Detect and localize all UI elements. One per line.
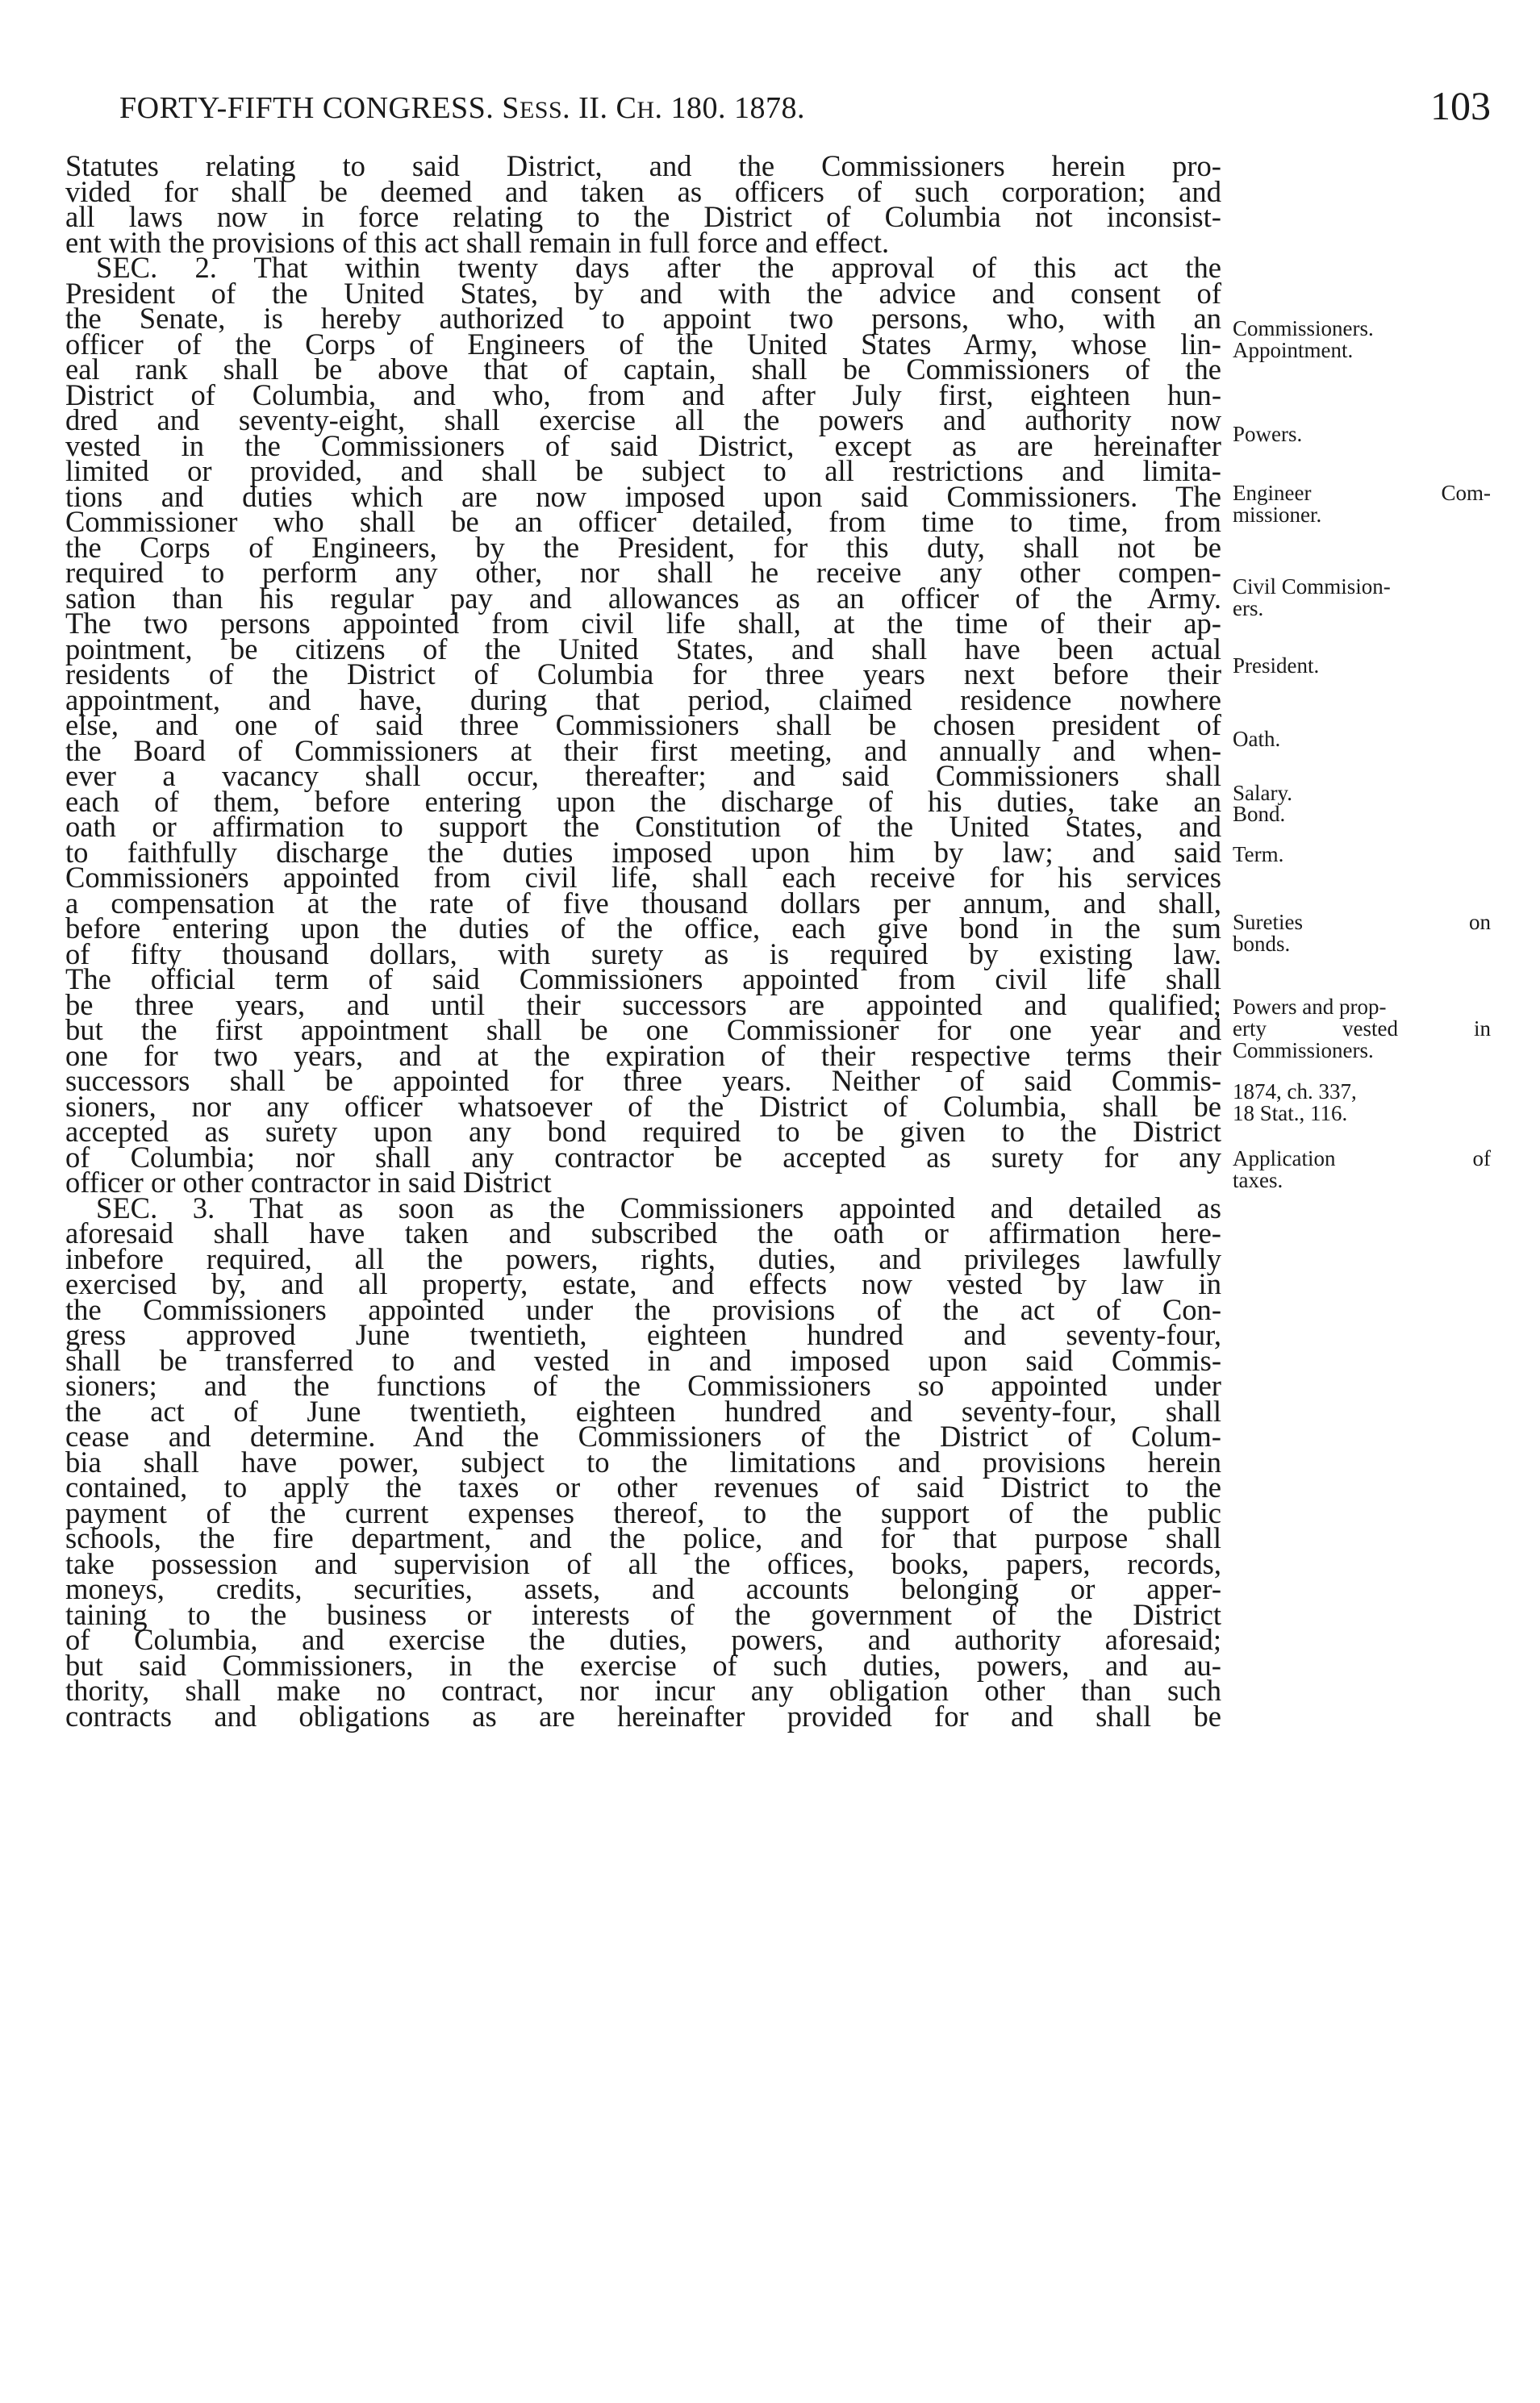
- margin-note: [1233, 728, 1491, 750]
- margin-note-line: Powers.: [1233, 422, 1303, 446]
- body-line: payment of the current expenses thereof, to the support of the public: [65, 1496, 1221, 1529]
- body-line: to faithfully discharge the duties imposed upon him by law; and said: [65, 835, 1221, 869]
- body-line: tions and duties which are now imposed upon said Commissioners. The: [65, 479, 1221, 513]
- body-line: schools, the fire department, and the police, and for that purpose shall: [65, 1521, 1221, 1554]
- margin-note-line: Commissioners.: [1233, 316, 1374, 340]
- body-line: of Columbia, and exercise the duties, powers, and authority aforesaid;: [65, 1623, 1221, 1656]
- body-line: the Commissioners appointed under the provisions of the act of Con-: [65, 1292, 1221, 1326]
- margin-note-line: Engineer Com-: [1233, 481, 1491, 505]
- body-line: vested in the Commissioners of said District, except as are hereinafter: [65, 428, 1221, 462]
- margin-note: [1233, 318, 1491, 361]
- margin-note-line: Salary.: [1233, 781, 1292, 805]
- margin-note: [1233, 844, 1491, 866]
- body-line: the Corps of Engineers, by the President, for this duty, shall not be: [65, 530, 1221, 564]
- body-line: but the first appointment shall be one Commissioner for one year and: [65, 1013, 1221, 1046]
- body-line: before entering upon the duties of the office, each give bond in the sum: [65, 912, 1221, 945]
- body-line: appointment, and have, during that period, claimed residence nowhere: [65, 682, 1221, 716]
- body-line: the Senate, is hereby authorized to appoint two persons, who, with an: [65, 302, 1221, 335]
- body-line: officer or other contractor in said District: [65, 1166, 552, 1199]
- margin-note-line: ers.: [1233, 596, 1264, 620]
- margin-note-line: erty vested in: [1233, 1016, 1491, 1041]
- margin-note-line: bonds.: [1233, 932, 1291, 956]
- margin-note-line: 18 Stat., 116.: [1233, 1101, 1348, 1125]
- body-line: all laws now in force relating to the District of Columbia not inconsist-: [65, 200, 1221, 233]
- body-line: each of them, before entering upon the discharge of his duties, take an: [65, 784, 1221, 818]
- body-line: dred and seventy-eight, shall exercise all the powers and authority now: [65, 403, 1221, 436]
- body-line: moneys, credits, securities, assets, and accounts belonging or apper-: [65, 1572, 1221, 1605]
- body-line: Commissioner who shall be an officer detailed, from time to time, from: [65, 505, 1221, 538]
- margin-note-line: 1874, ch. 337,: [1233, 1079, 1357, 1103]
- body-line: a compensation at the rate of five thousand dollars per annum, and shall,: [65, 886, 1221, 920]
- body-line: The two persons appointed from civil life shall, at the time of their ap-: [65, 607, 1221, 640]
- margin-note: [1233, 782, 1491, 804]
- margin-note: [1233, 423, 1491, 445]
- margin-note-line: Appointment.: [1233, 338, 1354, 362]
- body-line: oath or affirmation to support the Constitution of the United States, and: [65, 810, 1221, 843]
- body-line: required to perform any other, nor shall he receive any other compen-: [65, 556, 1221, 589]
- margin-note-line: President.: [1233, 653, 1320, 678]
- body-line: the act of June twentieth, eighteen hundred and seventy-four, shall: [65, 1394, 1221, 1428]
- body-line: of fifty thousand dollars, with surety as is required by existing law.: [65, 937, 1221, 970]
- body-line: officer of the Corps of Engineers of the United States Army, whose lin-: [65, 327, 1221, 361]
- body-line: ever a vacancy shall occur, thereafter; and said Commissioners shall: [65, 759, 1221, 792]
- body-line: successors shall be appointed for three years. Neither of said Commis-: [65, 1064, 1221, 1097]
- margin-note: [1233, 1081, 1491, 1124]
- body-line: Statutes relating to said District, and the Commissioners herein pro-: [65, 149, 1221, 182]
- body-line: limited or provided, and shall be subject to all restrictions and limita-: [65, 454, 1221, 487]
- body-line: SEC. 3. That as soon as the Commissioners appointed and detailed as: [96, 1191, 1221, 1224]
- body-line: Commissioners appointed from civil life, shall each receive for his services: [65, 861, 1221, 894]
- body-line: thority, shall make no contract, nor incur any obligation other than such: [65, 1674, 1221, 1707]
- margin-note-line: taxes.: [1233, 1168, 1283, 1192]
- margin-note-line: Term.: [1233, 842, 1284, 866]
- body-line: SEC. 2. That within twenty days after the approval of this act the: [96, 251, 1221, 284]
- body-line: District of Columbia, and who, from and after July first, eighteen hun-: [65, 378, 1221, 411]
- margin-note-line: Civil Commision-: [1233, 574, 1391, 599]
- body-line: contracts and obligations as are hereinafter provided for and shall be: [65, 1699, 1221, 1733]
- body-line: exercised by, and all property, estate, and effects now vested by law in: [65, 1267, 1221, 1300]
- body-line: of Columbia; nor shall any contractor be accepted as surety for any: [65, 1140, 1221, 1174]
- body-line: be three years, and until their successors are appointed and qualified;: [65, 987, 1221, 1021]
- margin-note: [1233, 655, 1491, 677]
- body-line: inbefore required, all the powers, rights, duties, and privileges lawfully: [65, 1241, 1221, 1275]
- body-line: eal rank shall be above that of captain, shall be Commissioners of the: [65, 353, 1221, 386]
- body-line: cease and determine. And the Commissioners of the District of Colum-: [65, 1420, 1221, 1453]
- margin-note-line: missioner.: [1233, 503, 1322, 527]
- body-line: gress approved June twentieth, eighteen hundred and seventy-four,: [65, 1318, 1221, 1351]
- body-line: the Board of Commissioners at their first meeting, and annually and when-: [65, 733, 1221, 767]
- margin-note: [1233, 996, 1491, 1062]
- running-head-title: FORTY-FIFTH CONGRESS. SESS. II. CH. 180. 1878.: [119, 91, 805, 125]
- margin-note: [1233, 1148, 1491, 1191]
- body-line: but said Commissioners, in the exercise of such duties, powers, and au-: [65, 1648, 1221, 1682]
- page-number: 103: [1430, 83, 1491, 128]
- body-line: else, and one of said three Commissioners shall be chosen president of: [65, 708, 1221, 741]
- body-line: sation than his regular pay and allowances as an officer of the Army.: [65, 581, 1221, 615]
- body-line: bia shall have power, subject to the limitations and provisions herein: [65, 1445, 1221, 1479]
- body-line: residents of the District of Columbia for three years next before their: [65, 657, 1221, 690]
- body-line: vided for shall be deemed and taken as officers of such corporation; and: [65, 174, 1221, 208]
- margin-note: [1233, 576, 1491, 620]
- body-line: ent with the provisions of this act shall remain in full force and effect.: [65, 225, 890, 259]
- margin-note-line: Powers and prop-: [1233, 995, 1387, 1019]
- body-line: accepted as surety upon any bond required to be given to the District: [65, 1115, 1221, 1148]
- body-line: take possession and supervision of all the offices, books, papers, records,: [65, 1546, 1221, 1580]
- body-line: one for two years, and at the expiration of their respective terms their: [65, 1038, 1221, 1072]
- body-line: shall be transferred to and vested in and imposed upon said Commis-: [65, 1343, 1221, 1377]
- body-line: sioners; and the functions of the Commissioners so appointed under: [65, 1369, 1221, 1402]
- body-line: taining to the business or interests of the government of the District: [65, 1597, 1221, 1631]
- margin-note: [1233, 482, 1491, 526]
- margin-note-line: Application of: [1233, 1146, 1491, 1170]
- body-line: aforesaid shall have taken and subscribed the oath or affirmation here-: [65, 1216, 1221, 1249]
- body-line: The official term of said Commissioners appointed from civil life shall: [65, 962, 1221, 995]
- margin-note: [1233, 912, 1491, 955]
- margin-note-line: Sureties on: [1233, 910, 1491, 934]
- body-line: pointment, be citizens of the United States, and shall have been actual: [65, 632, 1221, 665]
- statute-body: [65, 149, 1221, 1733]
- body-line: President of the United States, by and with the advice and consent of: [65, 276, 1221, 310]
- body-line: sioners, nor any officer whatsoever of the District of Columbia, shall be: [65, 1089, 1221, 1123]
- margin-note: [1233, 803, 1491, 825]
- margin-note-line: Bond.: [1233, 802, 1286, 826]
- margin-note-line: Commissioners.: [1233, 1038, 1374, 1062]
- running-head: [119, 63, 1491, 127]
- margin-note-line: Oath.: [1233, 727, 1281, 751]
- body-line: contained, to apply the taxes or other revenues of said District to the: [65, 1471, 1221, 1504]
